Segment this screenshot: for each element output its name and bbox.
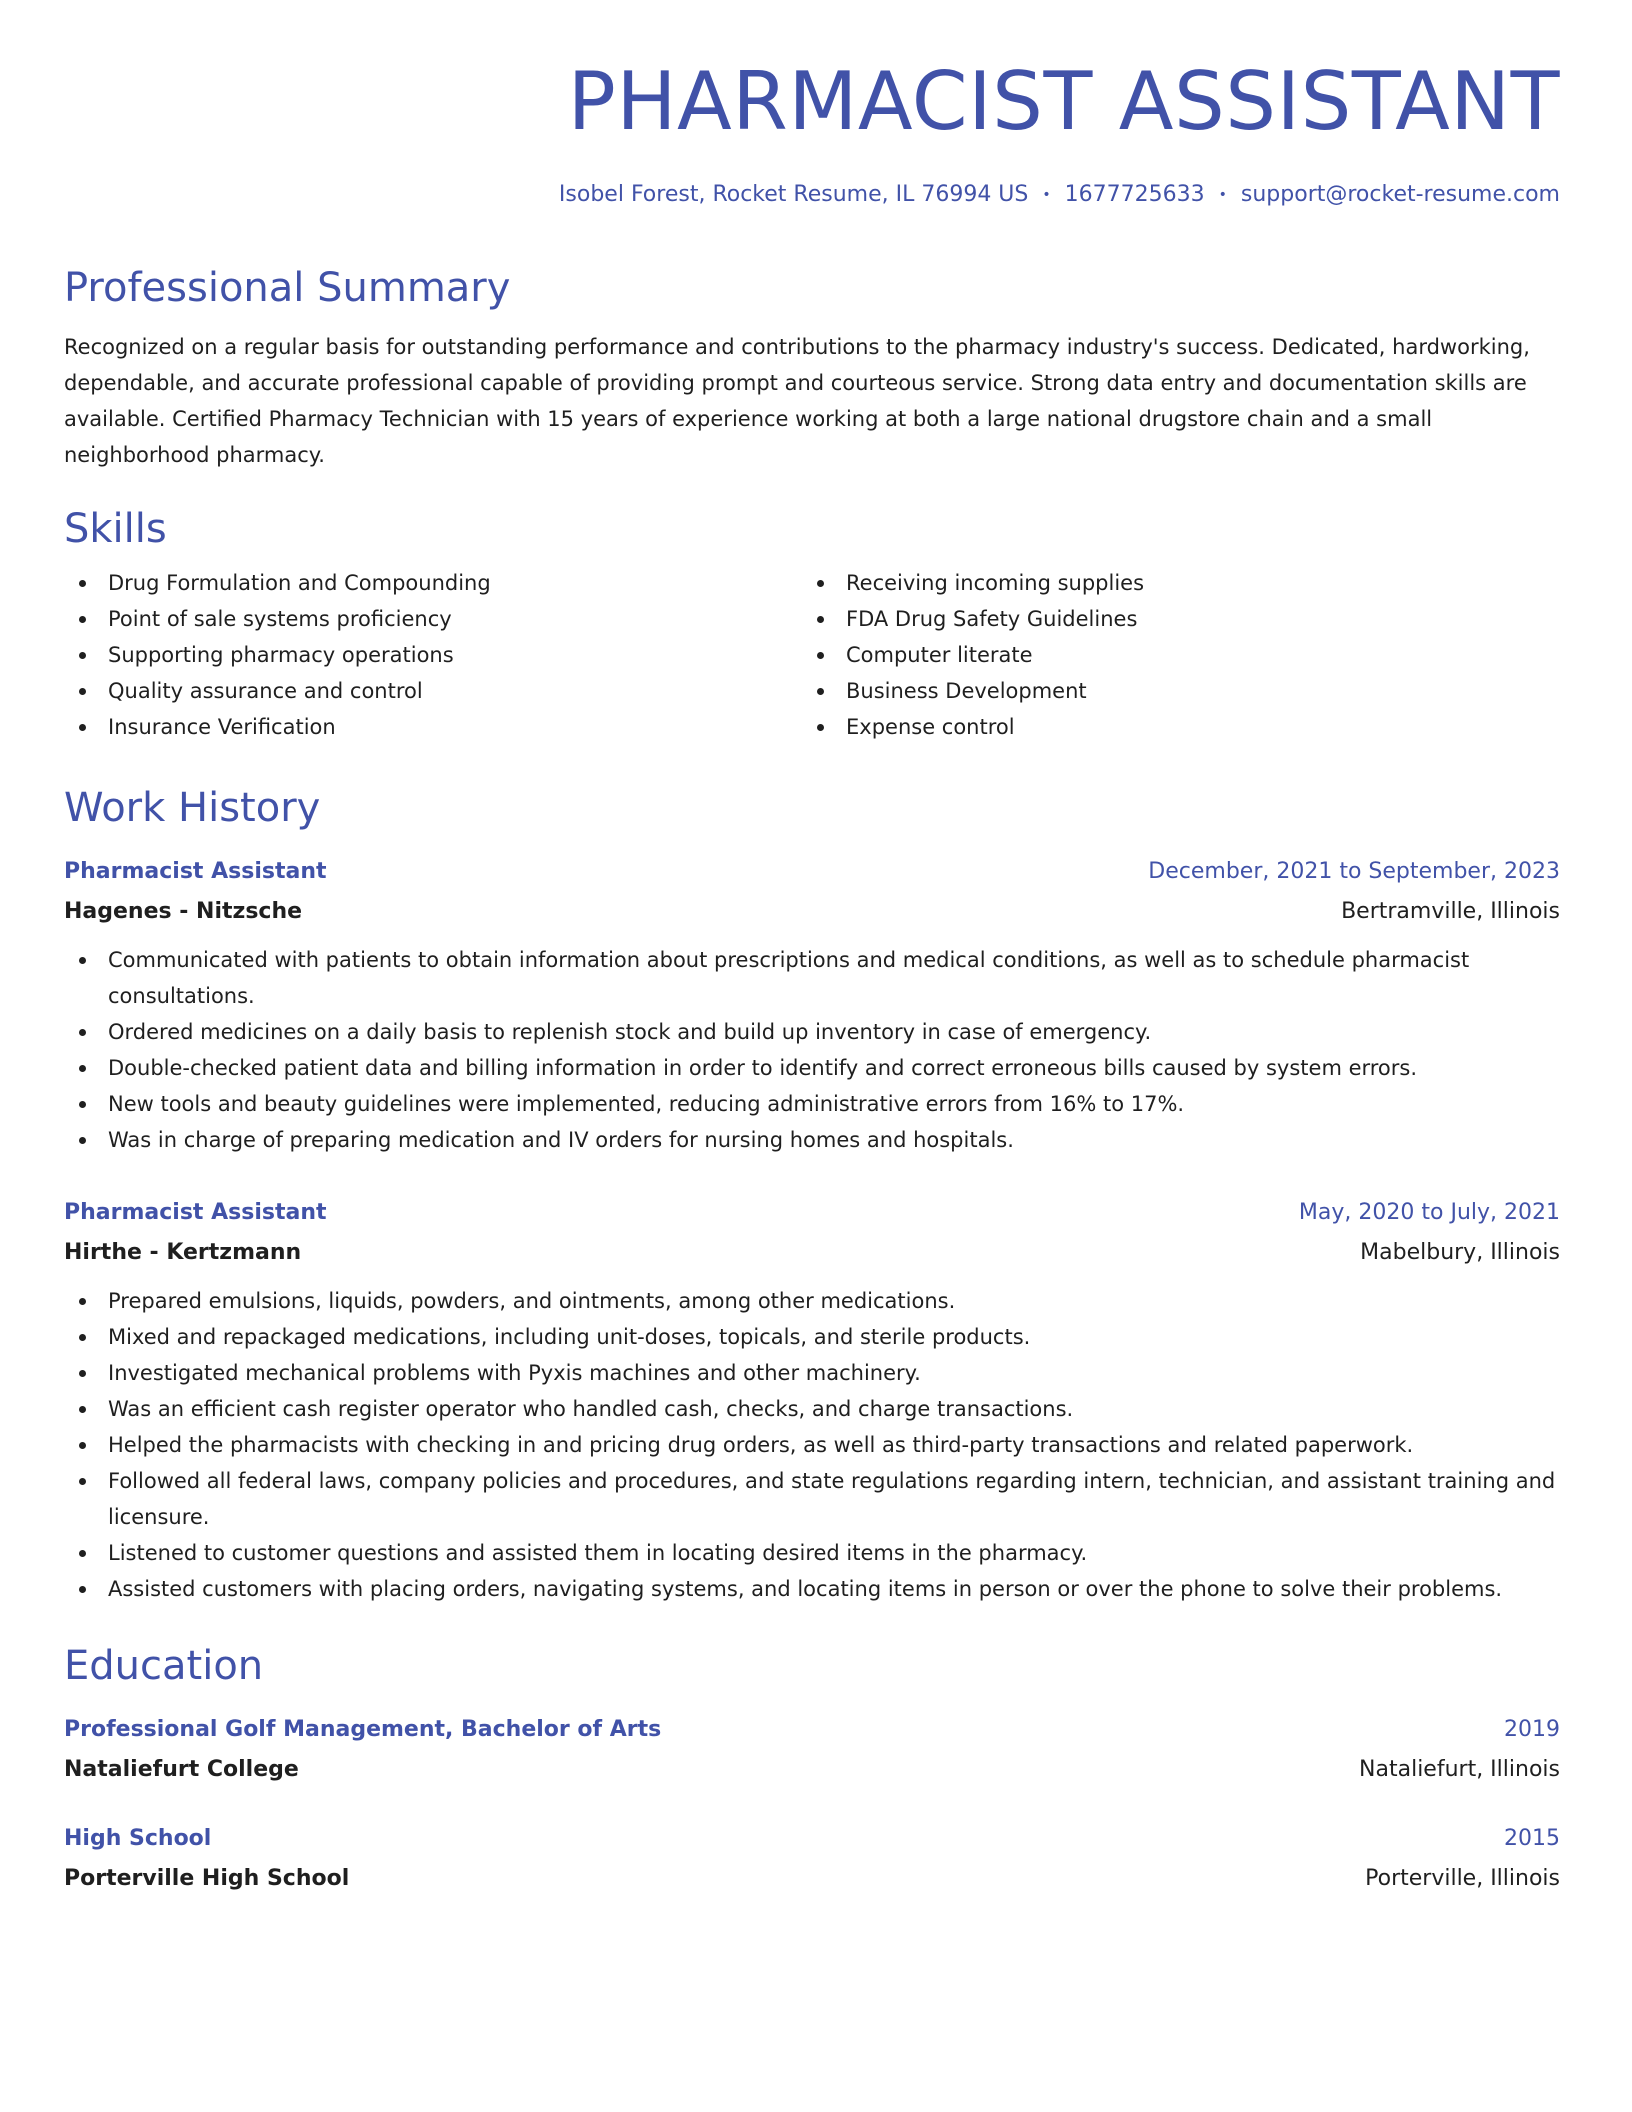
job-title: PHARMACIST ASSISTANT bbox=[567, 55, 1560, 148]
bullet-dot bbox=[79, 724, 86, 731]
job-bullet-text: Followed all federal laws, company policies and procedures, and state regulations regarding intern, technician, and assistant training and licensure. bbox=[108, 1469, 1556, 1529]
skills-section bbox=[64, 503, 1560, 745]
summary-section bbox=[64, 262, 1560, 473]
contact-address: Isobel Forest, Rocket Resume, IL 76994 US bbox=[558, 182, 1029, 207]
job-bullet bbox=[64, 1535, 1560, 1571]
work-history-section bbox=[64, 782, 1560, 834]
summary-text: Recognized on a regular basis for outstanding performance and contributions to the pharmacy industry's success. Dedicated, hardworking, dependable, and accurate professional capable of providing prompt and courteous service. Strong data entry and documentation skills are available. Certified Pharmacy Technician with 15 years of experience working at both a large national drugstore chain and a small neighborhood pharmacy. bbox=[64, 335, 1530, 467]
section-heading-summary: Professional Summary bbox=[64, 265, 511, 311]
skill-item bbox=[64, 565, 802, 601]
skill-label: FDA Drug Safety Guidelines bbox=[846, 607, 1138, 631]
skill-label: Supporting pharmacy operations bbox=[108, 643, 454, 667]
skill-label: Business Development bbox=[846, 679, 1087, 703]
bullet-dot bbox=[79, 1065, 86, 1072]
job-role: Pharmacist Assistant bbox=[64, 859, 327, 884]
job-bullet bbox=[64, 1463, 1560, 1535]
bullet-dot bbox=[79, 1586, 86, 1593]
job-location: Mabelbury, Illinois bbox=[1360, 1240, 1560, 1265]
skill-label: Point of sale systems proficiency bbox=[108, 607, 452, 631]
education-school: Porterville High School bbox=[64, 1866, 350, 1891]
separator-dot: • bbox=[1042, 187, 1051, 203]
bullet-dot bbox=[79, 652, 86, 659]
job-bullet bbox=[64, 1086, 1560, 1122]
education-header-row bbox=[64, 1710, 1560, 1750]
bullet-dot bbox=[79, 1298, 86, 1305]
job-bullet-text: Ordered medicines on a daily basis to replenish stock and build up inventory in case of emergency. bbox=[108, 1020, 1152, 1044]
job-header-row bbox=[64, 852, 1560, 892]
skill-label: Insurance Verification bbox=[108, 715, 336, 739]
contact-phone[interactable]: 1677725633 bbox=[1064, 182, 1205, 207]
job-bullet bbox=[64, 1014, 1560, 1050]
separator-dot: • bbox=[1218, 187, 1227, 203]
bullet-dot bbox=[79, 1406, 86, 1413]
bullet-dot bbox=[79, 616, 86, 623]
job-header-row bbox=[64, 1193, 1560, 1233]
contact-email[interactable]: support@rocket-resume.com bbox=[1240, 182, 1560, 207]
job-company: Hirthe - Kertzmann bbox=[64, 1240, 302, 1265]
skill-label: Receiving incoming supplies bbox=[846, 571, 1145, 595]
job-bullet-text: Was in charge of preparing medication and IV orders for nursing homes and hospitals. bbox=[108, 1128, 1014, 1152]
job-company-row bbox=[64, 1233, 1560, 1273]
job-bullet-text: Was an efficient cash register operator who handled cash, checks, and charge transactions. bbox=[108, 1397, 1074, 1421]
skill-item bbox=[64, 673, 802, 709]
resume-header bbox=[64, 52, 1560, 152]
section-heading-skills: Skills bbox=[64, 506, 167, 552]
job-bullet-text: Assisted customers with placing orders, navigating systems, and locating items in person or over the phone to solve their problems. bbox=[108, 1577, 1503, 1601]
job-bullet bbox=[64, 1319, 1560, 1355]
job-bullet bbox=[64, 942, 1560, 1014]
skill-item bbox=[64, 637, 802, 673]
education-location: Porterville, Illinois bbox=[1365, 1866, 1560, 1891]
job-entry bbox=[64, 852, 1560, 1158]
job-dates: May, 2020 to July, 2021 bbox=[1298, 1200, 1560, 1225]
bullet-dot bbox=[79, 1370, 86, 1377]
job-bullet bbox=[64, 1050, 1560, 1086]
skill-item bbox=[802, 673, 1540, 709]
section-heading-work-history: Work History bbox=[64, 785, 321, 831]
skill-item bbox=[802, 565, 1540, 601]
education-school: Nataliefurt College bbox=[64, 1757, 299, 1782]
bullet-dot bbox=[79, 580, 86, 587]
job-bullet-text: Prepared emulsions, liquids, powders, and ointments, among other medications. bbox=[108, 1289, 956, 1313]
skill-item bbox=[64, 601, 802, 637]
education-degree: High School bbox=[64, 1826, 212, 1851]
skills-columns bbox=[64, 565, 1560, 745]
job-bullet bbox=[64, 1122, 1560, 1158]
bullet-dot bbox=[79, 1137, 86, 1144]
job-bullet-text: Investigated mechanical problems with Pyxis machines and other machinery. bbox=[108, 1361, 921, 1385]
job-bullet-text: Communicated with patients to obtain information about prescriptions and medical conditions, as well as to schedule pharmacist consultations. bbox=[108, 948, 1470, 1008]
job-bullet bbox=[64, 1427, 1560, 1463]
job-bullet bbox=[64, 1355, 1560, 1391]
bullet-dot bbox=[817, 688, 824, 695]
job-bullet-list bbox=[64, 942, 1560, 1158]
bullet-dot bbox=[817, 616, 824, 623]
skill-label: Quality assurance and control bbox=[108, 679, 423, 703]
skill-label: Expense control bbox=[846, 715, 1015, 739]
job-entry bbox=[64, 1193, 1560, 1607]
job-bullet-text: New tools and beauty guidelines were implemented, reducing administrative errors from 16% to 17%. bbox=[108, 1092, 1185, 1116]
education-year: 2015 bbox=[1504, 1826, 1560, 1851]
job-bullet-text: Listened to customer questions and assisted them in locating desired items in the pharmacy. bbox=[108, 1541, 1088, 1565]
skill-label: Drug Formulation and Compounding bbox=[108, 571, 491, 595]
bullet-dot bbox=[79, 1478, 86, 1485]
section-heading-education: Education bbox=[64, 1643, 264, 1689]
bullet-dot bbox=[79, 957, 86, 964]
contact-line bbox=[64, 180, 1560, 210]
skill-item bbox=[802, 709, 1540, 745]
education-section bbox=[64, 1640, 1560, 1692]
bullet-dot bbox=[817, 724, 824, 731]
skill-item bbox=[802, 601, 1540, 637]
education-school-row bbox=[64, 1750, 1560, 1790]
job-company: Hagenes - Nitzsche bbox=[64, 899, 303, 924]
bullet-dot bbox=[79, 1550, 86, 1557]
job-bullet bbox=[64, 1571, 1560, 1607]
job-bullet-text: Mixed and repackaged medications, including unit-doses, topicals, and sterile products. bbox=[108, 1325, 1031, 1349]
bullet-dot bbox=[817, 580, 824, 587]
bullet-dot bbox=[79, 1101, 86, 1108]
education-entry bbox=[64, 1710, 1560, 1790]
job-company-row bbox=[64, 892, 1560, 932]
skills-column-left bbox=[64, 565, 802, 745]
education-header-row bbox=[64, 1819, 1560, 1859]
skills-list-left bbox=[64, 565, 802, 745]
job-bullet-text: Helped the pharmacists with checking in and pricing drug orders, as well as third-party transactions and related paperwork. bbox=[108, 1433, 1414, 1457]
education-school-row bbox=[64, 1859, 1560, 1899]
education-entry bbox=[64, 1819, 1560, 1899]
bullet-dot bbox=[79, 1442, 86, 1449]
skills-column-right bbox=[802, 565, 1540, 745]
skill-label: Computer literate bbox=[846, 643, 1033, 667]
job-bullet bbox=[64, 1283, 1560, 1319]
education-location: Nataliefurt, Illinois bbox=[1359, 1757, 1560, 1782]
job-bullet-text: Double-checked patient data and billing information in order to identify and correct erroneous bills caused by system errors. bbox=[108, 1056, 1418, 1080]
bullet-dot bbox=[79, 1029, 86, 1036]
job-bullet-list bbox=[64, 1283, 1560, 1607]
bullet-dot bbox=[79, 1334, 86, 1341]
bullet-dot bbox=[79, 688, 86, 695]
job-dates: December, 2021 to September, 2023 bbox=[1148, 859, 1560, 884]
job-role: Pharmacist Assistant bbox=[64, 1200, 327, 1225]
job-bullet bbox=[64, 1391, 1560, 1427]
bullet-dot bbox=[817, 652, 824, 659]
education-degree: Professional Golf Management, Bachelor of Arts bbox=[64, 1717, 662, 1742]
skill-item bbox=[64, 709, 802, 745]
skill-item bbox=[802, 637, 1540, 673]
job-location: Bertramville, Illinois bbox=[1341, 899, 1560, 924]
education-year: 2019 bbox=[1504, 1717, 1560, 1742]
skills-list-right bbox=[802, 565, 1540, 745]
